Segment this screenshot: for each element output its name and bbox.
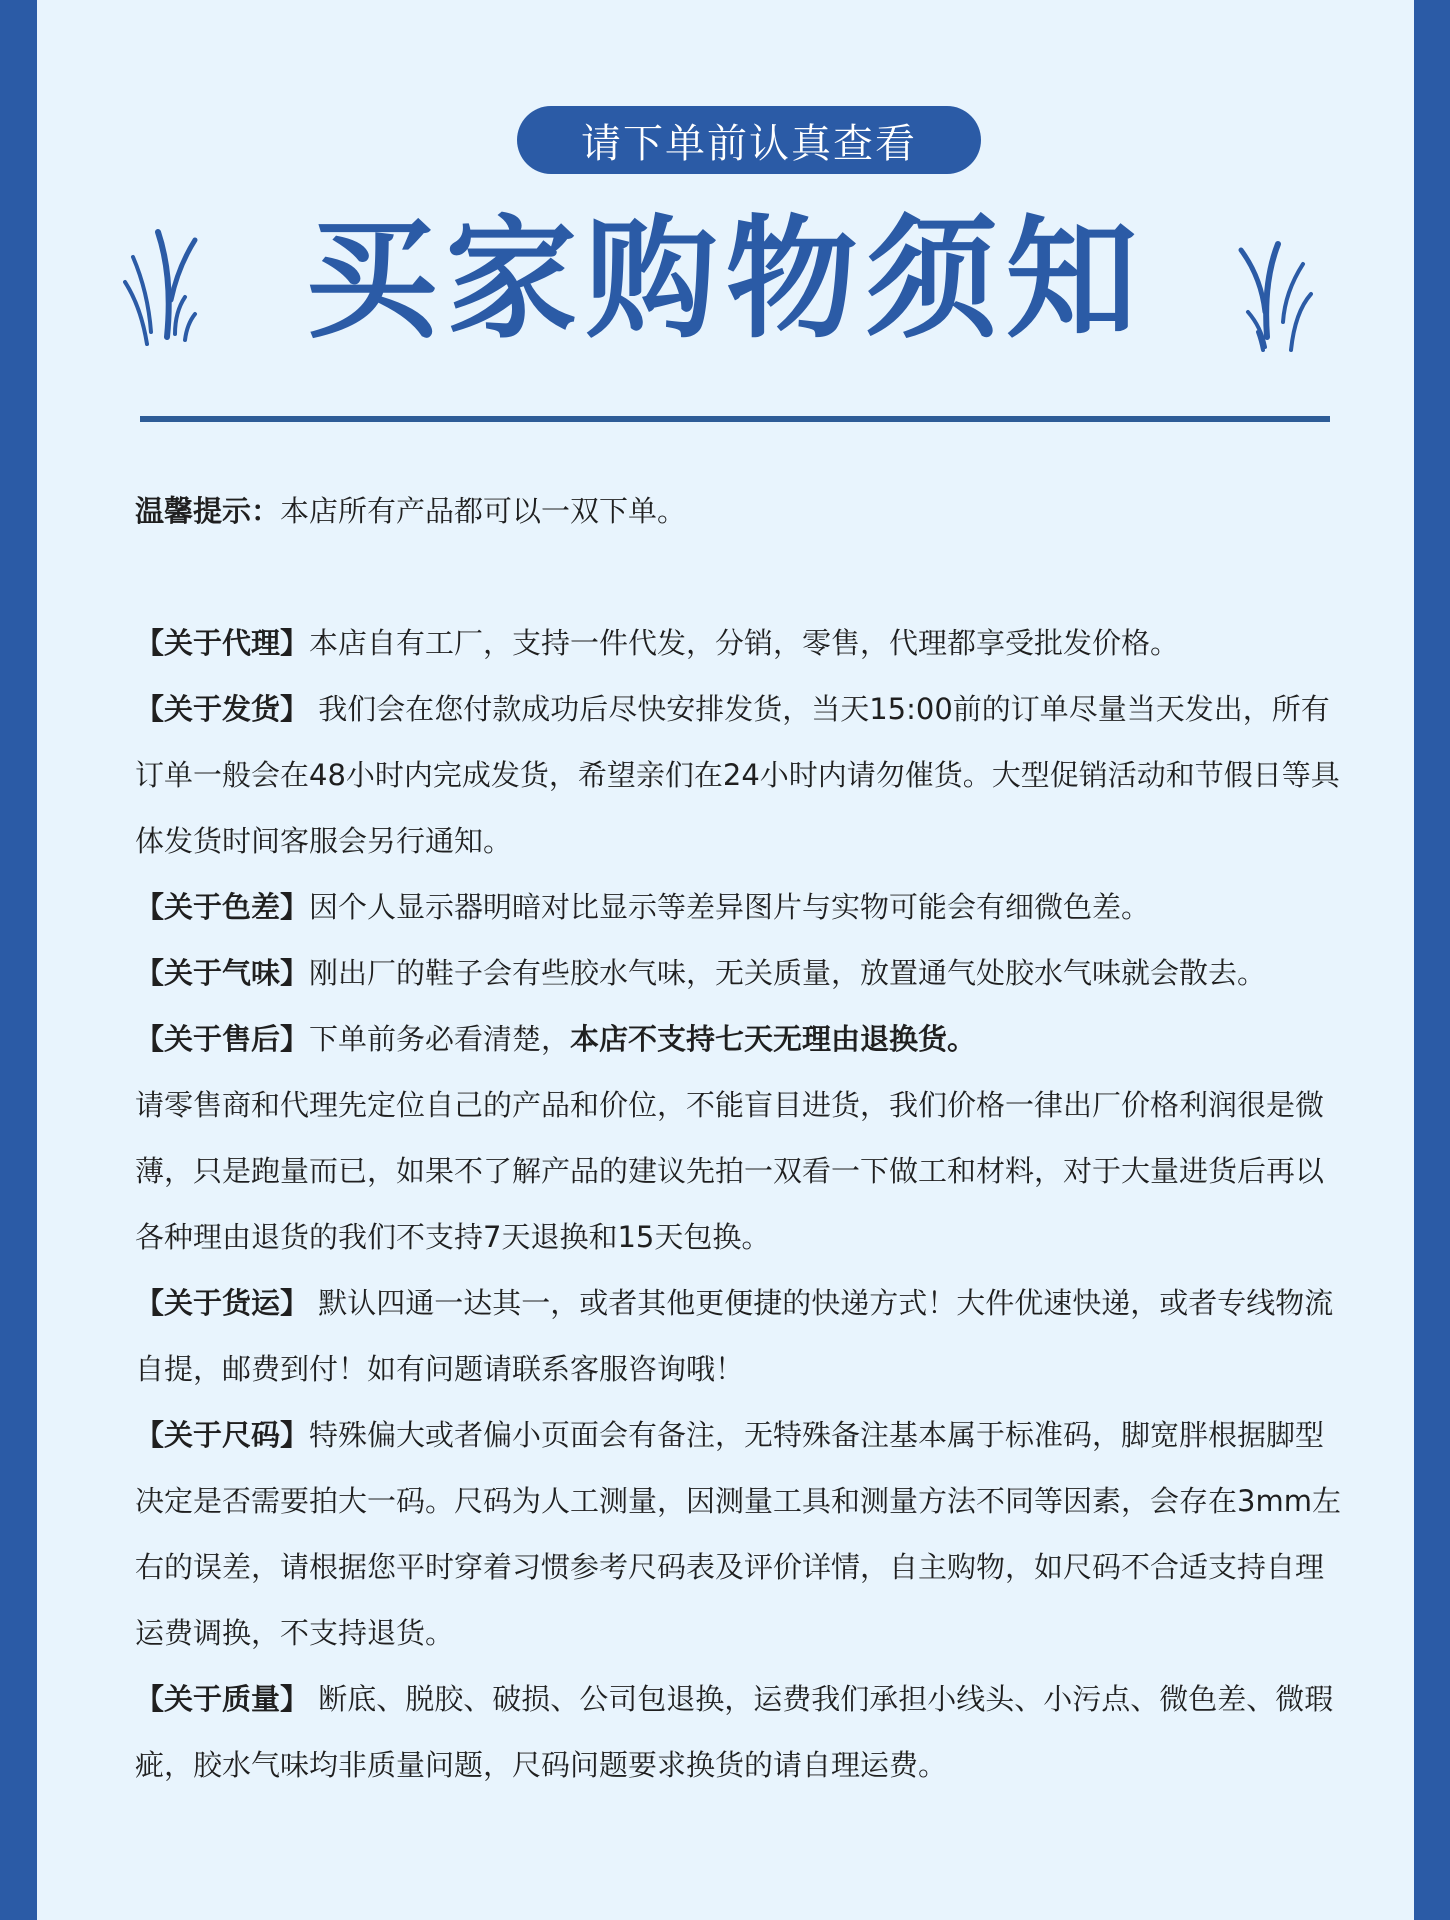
- section-quality: [135, 1666, 1345, 1798]
- section-heading: 【关于尺码】: [135, 1418, 310, 1452]
- badge-text: 请下单前认真查看: [581, 120, 917, 167]
- left-border: [0, 0, 37, 1920]
- section-after-sales: [135, 1006, 1345, 1072]
- section-heading: 【关于代理】: [135, 626, 310, 660]
- grass-decoration-right-icon: [1223, 222, 1313, 352]
- section-text: 因个人显示器明暗对比显示等差异图片与实物可能会有细微色差。: [309, 890, 1151, 924]
- read-before-order-badge: [517, 106, 981, 174]
- section-text: 下单前务必看清楚，: [309, 1022, 571, 1056]
- section-freight: [135, 1270, 1345, 1402]
- section-heading: 【关于色差】: [135, 890, 310, 924]
- section-heading: 【关于发货】: [135, 692, 310, 726]
- header-divider: [140, 416, 1330, 422]
- section-shipping: [135, 676, 1345, 874]
- section-text: 断底、脱胶、破损、公司包退换，运费我们承担小线头、小污点、微色差、微瑕疵，胶水气味均非质量问题，尺码问题要求换货的请自理运费。: [135, 1682, 1334, 1782]
- section-text: 刚出厂的鞋子会有些胶水气味，无关质量，放置通气处胶水气味就会散去。: [309, 956, 1267, 990]
- section-text: 默认四通一达其一，或者其他更便捷的快递方式！大件优速快递，或者专线物流自提，邮费到付！如有问题请联系客服咨询哦！: [135, 1286, 1334, 1386]
- section-heading: 【关于气味】: [135, 956, 310, 990]
- section-heading: 【关于质量】: [135, 1682, 310, 1716]
- section-heading: 【关于货运】: [135, 1286, 310, 1320]
- section-sizing: [135, 1402, 1345, 1666]
- notice-content: [135, 478, 1345, 1798]
- section-heading: 【关于售后】: [135, 1022, 310, 1056]
- page-title: 买家购物须知: [305, 203, 1146, 357]
- section-text: 特殊偏大或者偏小页面会有备注，无特殊备注基本属于标准码，脚宽胖根据脚型决定是否需要拍大一码。尺码为人工测量，因测量工具和测量方法不同等因素，会存在3mm左右的误差，请根据您平时穿着习惯参考尺码表及评价详情，自主购物，如尺码不合适支持自理运费调换，不支持退货。: [135, 1418, 1341, 1650]
- no-return-policy-emphasis: 本店不支持七天无理由退换货。: [570, 1022, 977, 1056]
- section-text: 本店自有工厂，支持一件代发，分销，零售，代理都享受批发价格。: [309, 626, 1180, 660]
- section-agency: [135, 610, 1345, 676]
- section-text: 我们会在您付款成功后尽快安排发货，当天15:00前的订单尽量当天发出，所有订单一般会在48小时内完成发货，希望亲们在24小时内请勿催货。大型促销活动和节假日等具体发货时间客服会另行通知。: [135, 692, 1340, 858]
- section-odor: [135, 940, 1345, 1006]
- warm-tip: [135, 478, 1345, 544]
- right-border: [1414, 0, 1450, 1920]
- tip-text: 本店所有产品都可以一双下单。: [280, 494, 687, 528]
- section-color-difference: [135, 874, 1345, 940]
- notice-page: [37, 0, 1414, 1920]
- after-sales-details: 请零售商和代理先定位自己的产品和价位，不能盲目进货，我们价格一律出厂价格利润很是微薄，只是跑量而已，如果不了解产品的建议先拍一双看一下做工和材料，对于大量进货后再以各种理由退货的我们不支持7天退换和15天包换。: [135, 1088, 1325, 1254]
- tip-label: 温馨提示：: [135, 494, 281, 528]
